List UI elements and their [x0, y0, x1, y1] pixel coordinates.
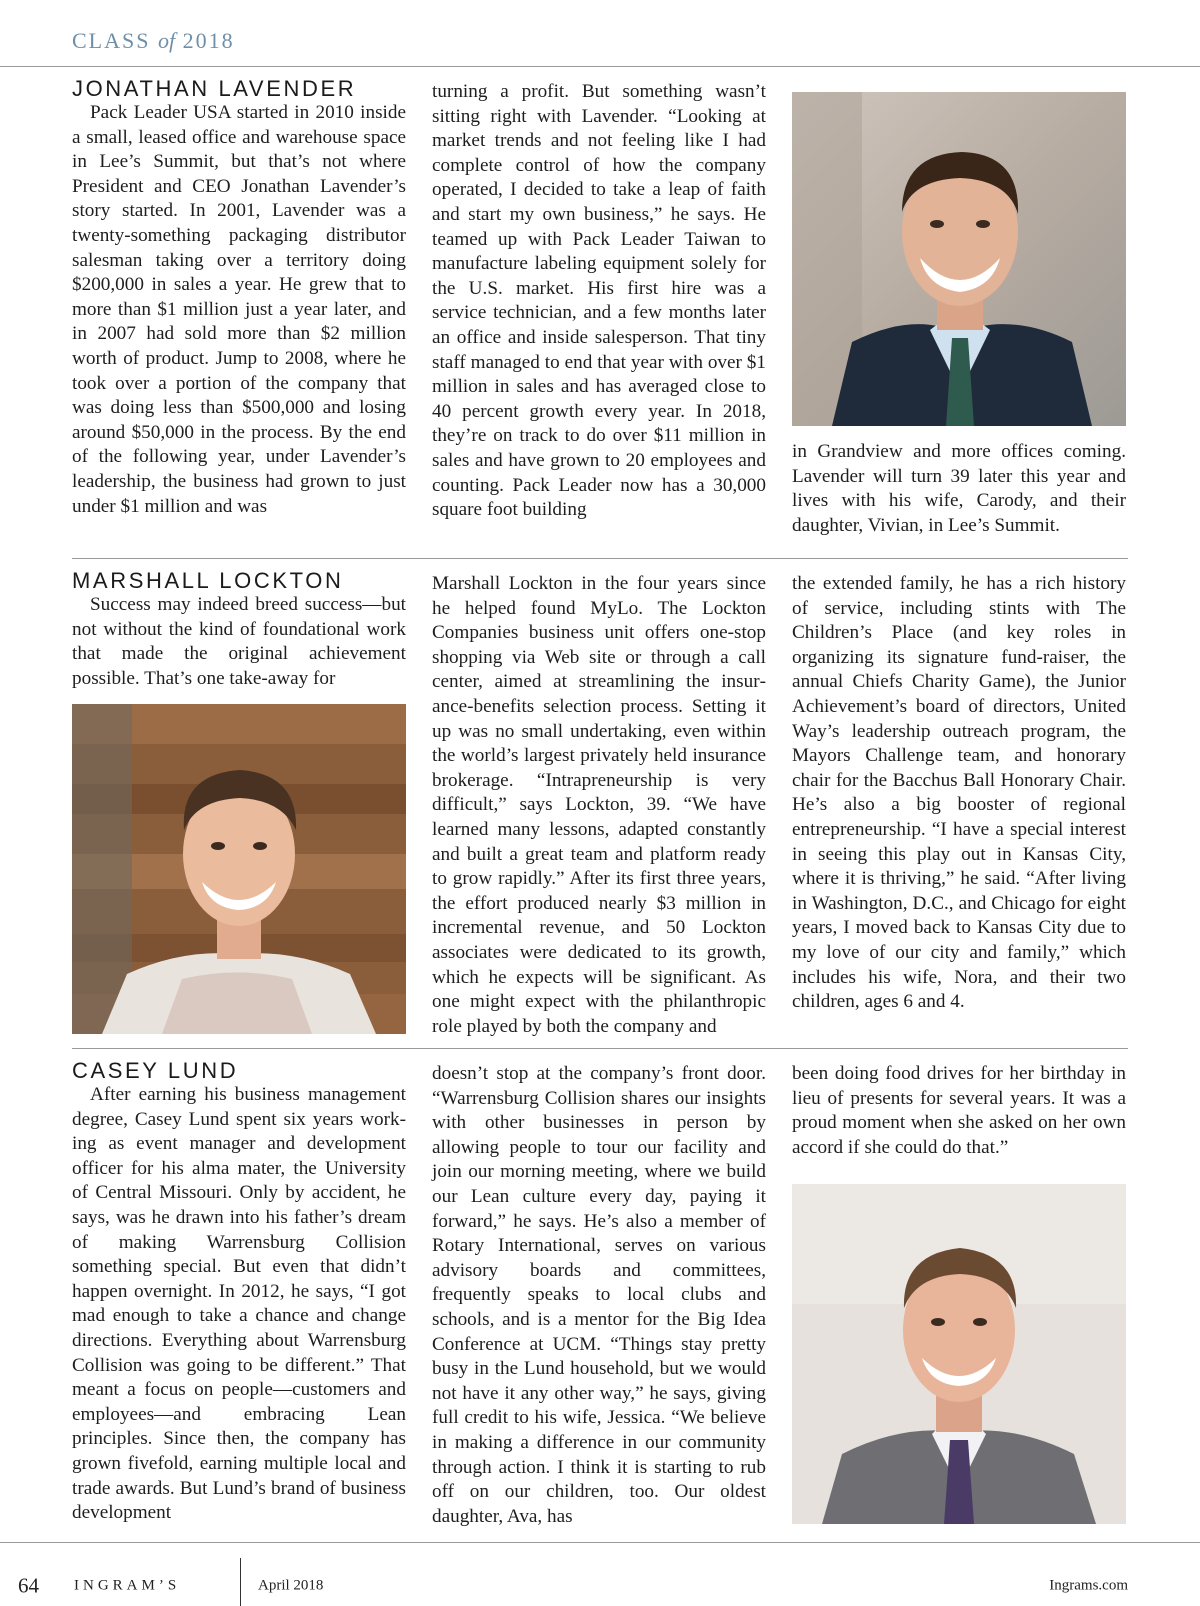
- section-header: [72, 28, 235, 54]
- footer-brand: INGRAM’S: [74, 1577, 181, 1594]
- section-divider-1: [72, 558, 1128, 559]
- header-year: 2018: [182, 28, 235, 53]
- lockton-text-2: Marshall Lockton in the four years since he helped found MyLo. The Lockton Companies business unit offers one-stop shopping via Web site or through a call center, aimed at streamlining the insurance-benefits selection process. Setting it up was no small undertaking, even within the world’s largest privately held insurance brokerage. “Intrapreneurship is very difficult,” says Lockton, 39. “We have learned many lessons, adapted constantly and built a great team and platform ready to grow rapidly.” After its first three years, the effort produced nearly $3 million in incremental revenue, and 50 Lockton associates were dedicated to its growth, which he expects will be significant. As one might expect with the philanthropic role played by both the company and: [432, 573, 766, 1037]
- lavender-photo: [792, 92, 1126, 426]
- lund-column-2: [432, 1062, 766, 1529]
- lund-photo: [792, 1184, 1126, 1524]
- section-divider-2: [72, 1048, 1128, 1049]
- lavender-text-2: turning a profit. But something wasn’t sitting right with Lavender. “Looking at market trends and not feeling like I had complete control of how the company operated, I decided to take a leap of faith and start my own business,” he says. He teamed up with Pack Leader Taiwan to manufacture labeling equipment solely for the U.S. market. His first hire was a service technician, and a few months later an office and inside salesperson. That tiny staff managed to end that year with over $1 million in sales and has averaged close to 40 percent growth every year. In 2018, they’re on track to do over $11 million in sales and have grown to 20 employees and counting. Pack Leader now has a 30,000 square foot building: [432, 81, 766, 521]
- lavender-column-1: [72, 76, 406, 519]
- lockton-name: MARSHALL LOCKTON: [72, 568, 344, 593]
- lund-column-3: [792, 1062, 1126, 1160]
- lund-text-1: After earning his business management degree, Casey Lund spent six years working as event manager and development officer for his alma mater, the University of Central Missouri. Only by accident, he says, was he drawn into his father’s dream of making Warrensburg Collision something special. But even that didn’t happen overnight. In 2012, he says, “I got mad enough to take a chance and change directions. Everything about Warrensburg Collision was going to be different.” That meant a focus on people—customers and employees—and embracing Lean principles. Since then, the company has grown fivefold, earning multiple local and trade awards. But Lund’s brand of business development: [72, 1084, 406, 1524]
- lockton-column-2: [432, 572, 766, 1039]
- footer-rule: [0, 1542, 1200, 1543]
- lavender-text-1: Pack Leader USA started in 2010 inside a small, leased office and warehouse space in Lee’s Summit, but that’s not where President and CEO Jonathan Lavender’s story started. In 2001, Lavender was a twenty-something packaging distributor salesman taking over a territory doing $200,000 in sales a year. He grew that to more than $1 million just a year later, and in 2007 had sold more than $2 million worth of product. Jump to 2008, where he took over a portion of the company that was doing less than $500,000 and losing around $50,000 in the process. By the end of the following year, under Lavender’s leadership, the business had grown to just under $1 million and was: [72, 102, 406, 517]
- lockton-column-1: [72, 568, 406, 691]
- footer-website[interactable]: Ingrams.com: [1049, 1577, 1128, 1594]
- lavender-column-3: [792, 440, 1126, 538]
- lavender-text-3: in Grandview and more offices coming. Lavender will turn 39 later this year and lives with his wife, Carody, and their daughter, Vivian, in Lee’s Summit.: [792, 441, 1126, 536]
- lund-name: CASEY LUND: [72, 1058, 239, 1083]
- lund-text-2: doesn’t stop at the company’s front door. “Warrensburg Collision shares our insights with other businesses in person by allowing people to tour our facility and join our morning meeting, where we build our Lean culture every day, paying it forward,” he says. He’s also a member of Rotary International, serves on various advisory boards and committees, frequently speaks to local clubs and schools, and is a mentor for the Big Idea Conference at UCM. “Things stay pretty busy in the Lund household, but we would not have it any other way,” he says, giving full credit to his wife, Jessica. “We believe in making a difference in our community through action. I think it is starting to rub off on our children, too. Our oldest daughter, Ava, has: [432, 1063, 766, 1527]
- header-rule: [0, 66, 1200, 67]
- lund-column-1: [72, 1058, 406, 1526]
- page-number: 64: [18, 1573, 39, 1598]
- lockton-text-3: the extended family, he has a rich history of service, including stints with The Children’s Place (and key roles in organizing its signature fund-raiser, the annual Chiefs Charity Game), the Junior Achievement’s board of directors, United Way’s leadership outreach program, the Mayors Challenge team, and honorary chair for the Bacchus Ball Honorary Chair. He’s also a big booster of regional entrepreneurship. “I have a special interest in seeing this play out in Kansas City, where it is thriving,” he said. “After living in Washington, D.C., and Chicago for eight years, I moved back to Kansas City due to my love of our city and family,” which includes his wife, Nora, and their two children, ages 6 and 4.: [792, 573, 1126, 1013]
- footer-date: April 2018: [258, 1577, 324, 1594]
- lavender-name: JONATHAN LAVENDER: [72, 76, 357, 101]
- lockton-column-3: [792, 572, 1126, 1015]
- lockton-text-1: Success may indeed breed success—but not without the kind of foundational work that made the original achievement possible. That’s one take-away for: [72, 594, 406, 689]
- lund-text-3: been doing food drives for her birthday in lieu of presents for several years. It was a proud moment when she asked on her own accord if she could do that.”: [792, 1063, 1126, 1158]
- header-class-word: CLASS: [72, 28, 151, 53]
- lavender-column-2: [432, 80, 766, 523]
- footer-separator: [240, 1558, 241, 1606]
- lockton-photo: [72, 704, 406, 1034]
- header-of-word: of: [157, 28, 176, 53]
